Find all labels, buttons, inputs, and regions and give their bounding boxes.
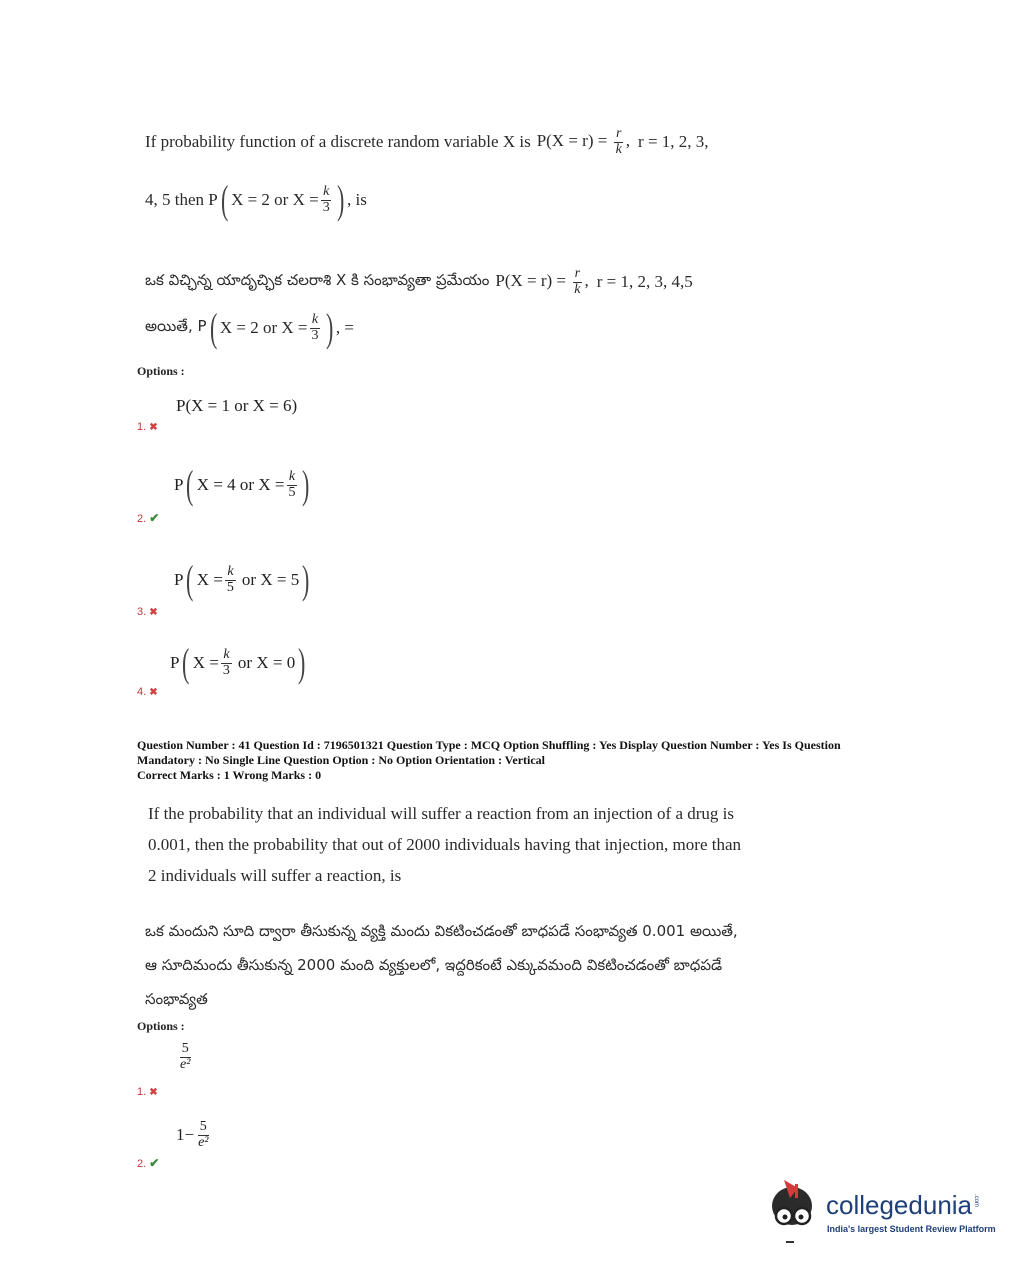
collegedunia-logo[interactable]	[764, 1176, 1004, 1246]
logo-name: collegedunia	[826, 1190, 973, 1220]
q40-te-line2-prefix: అయితే, P	[145, 317, 207, 335]
option-num: 2.	[137, 513, 147, 525]
option-num: 3.	[137, 606, 147, 618]
option-frac-num: 5	[199, 1119, 207, 1134]
q40-te-line1	[145, 266, 845, 298]
q40-option-1-text: P(X = 1 or X = 6)	[176, 396, 298, 415]
logo-wordmark	[826, 1190, 979, 1221]
q40-te-prefix: ఒక విచ్ఛిన్న యాదృచ్ఛిక చలరాశి X కి సంభావ్యతా ప్రమేయం	[145, 271, 490, 289]
option-frac-num: k	[288, 468, 296, 484]
pmf-P: P(X = r) =	[536, 130, 608, 150]
option-frac-num: k	[223, 646, 230, 662]
q40-event-left: X = 2 or X =	[231, 190, 319, 209]
te-pmf-num: r	[574, 265, 581, 281]
q40-te-line2-suffix: , =	[335, 318, 354, 337]
paren-close: )	[336, 177, 345, 222]
q40-options-label: Options :	[137, 364, 185, 378]
option-fraction	[196, 1120, 210, 1150]
option-left: X = 4 or X =	[196, 475, 285, 494]
q41-te-line1: ఒక మందుని సూది ద్వారా తీసుకున్న వ్యక్తి మందు వికటించడంతో బాధపడే సంభావ్యత 0.001 అయితే,	[145, 922, 738, 940]
option-frac-num: 5	[181, 1041, 189, 1056]
te-event-num: k	[311, 311, 319, 327]
te-event-den: 3	[311, 327, 319, 343]
option-fraction	[286, 470, 297, 500]
wrong-mark-icon: ✖	[149, 687, 158, 698]
q41-te-line2: ఆ సూదిమందు తీసుకున్న 2000 మంది వ్యక్తులలో, ఇద్దరికంటే ఎక్కువమంది వికటించడంతో బాధపడే	[145, 956, 723, 974]
q40-option-2-number	[137, 511, 159, 525]
q40-en-line2-suffix: , is	[347, 190, 367, 209]
q41-option-2-expr[interactable]	[176, 1120, 213, 1150]
option-fraction	[221, 648, 232, 678]
option-fraction	[178, 1042, 192, 1072]
q41-meta-line3: Correct Marks : 1 Wrong Marks : 0	[137, 768, 322, 782]
q41-en-line2: 0.001, then the probability that out of 2000 individuals having that injection, more than	[148, 835, 742, 854]
mascot-icon	[764, 1176, 826, 1246]
option-frac-den: e²	[198, 1134, 209, 1150]
pmf-den: k	[615, 141, 622, 157]
option-fraction	[225, 565, 236, 595]
paren-close: )	[298, 640, 306, 685]
q41-options-label: Options :	[137, 1019, 185, 1033]
te-pmf-expression: P(X = r) = $\frac{r}{k}$ ,	[495, 265, 589, 297]
te-pmf-fraction	[572, 267, 582, 297]
te-paren-close: )	[325, 305, 333, 350]
correct-check-icon: ✔	[149, 1156, 160, 1170]
te-pmf-P: P(X = r) =	[495, 270, 566, 290]
q41-en-line3: 2 individuals will suffer a reaction, is	[148, 866, 402, 885]
q40-option-1-expr[interactable]	[176, 396, 297, 416]
q40-option-4-expr[interactable]	[170, 640, 309, 686]
option-frac-den: 3	[222, 662, 230, 678]
q40-en-line2	[145, 178, 367, 222]
option-frac-den: 5	[226, 579, 234, 595]
te-paren-open: (	[209, 305, 217, 350]
option-num: 1.	[137, 1086, 147, 1098]
paren-close: )	[302, 462, 310, 507]
te-event-left: X = 2 or X =	[219, 318, 308, 337]
q41-option-1-expr[interactable]	[176, 1042, 194, 1072]
q40-event-num: k	[323, 183, 330, 199]
option-frac-num: k	[227, 563, 234, 579]
q40-option-2-expr[interactable]	[174, 462, 313, 508]
paren-open: (	[182, 640, 190, 685]
q41-option-1-number	[137, 1086, 158, 1098]
paren-open: (	[186, 462, 194, 507]
te-pmf-den: k	[574, 281, 581, 297]
q41-en-line1: If the probability that an individual will suffer a reaction from an injection of a drug is	[148, 804, 735, 823]
q41-meta	[137, 738, 877, 783]
option-left: X =	[196, 570, 223, 589]
option-num: 1.	[137, 421, 147, 433]
q41-meta-line1: Question Number : 41 Question Id : 7196501321 Question Type : MCQ Option Shuffling : Yes Display Question Number : Yes Is Question	[137, 738, 841, 752]
q40-event-den: 3	[322, 199, 330, 215]
option-right: or X = 5	[241, 570, 300, 589]
q41-meta-line2: Mandatory : No Single Line Question Option : No Option Orientation : Vertical	[137, 753, 546, 767]
logo-tld: .com	[973, 1194, 980, 1208]
q40-range: r = 1, 2, 3,	[638, 132, 709, 151]
q41-te-line3: సంభావ్యత	[145, 990, 208, 1008]
pmf-num: r	[615, 125, 622, 141]
q41-en-text	[148, 798, 848, 891]
option-frac-den: e²	[180, 1056, 191, 1072]
q40-en-prefix: If probability function of a discrete random variable X is	[145, 132, 531, 151]
paren-close: )	[302, 557, 310, 602]
option-left: X =	[192, 653, 219, 672]
logo-tagline: India's largest Student Review Platform	[827, 1224, 996, 1234]
wrong-mark-icon: ✖	[149, 607, 158, 618]
q40-option-1-number	[137, 421, 158, 433]
option-P: P	[174, 475, 184, 494]
te-event-fraction	[310, 313, 321, 343]
q41-te-text	[145, 914, 845, 1016]
option-num: 2.	[137, 1158, 147, 1170]
paren-open: (	[186, 557, 194, 602]
q40-option-3-expr[interactable]	[174, 557, 313, 603]
option-pre: 1−	[176, 1125, 195, 1145]
option-P: P	[174, 570, 184, 589]
q40-event-fraction	[321, 185, 332, 215]
q40-te-line2	[145, 306, 354, 350]
correct-check-icon: ✔	[149, 511, 160, 525]
pmf-fraction	[614, 127, 624, 157]
option-frac-den: 5	[288, 484, 296, 500]
q41-option-2-number	[137, 1156, 159, 1170]
q40-en-line1	[145, 126, 845, 158]
option-right: or X = 0	[237, 653, 296, 672]
pmf-expression: P(X = r) = $\frac{r}{k}$ ,	[536, 125, 631, 157]
wrong-mark-icon: ✖	[149, 1087, 158, 1098]
option-P: P	[170, 653, 180, 672]
q40-te-range: r = 1, 2, 3, 4,5	[596, 272, 693, 291]
option-num: 4.	[137, 686, 147, 698]
q40-en-line2-prefix: 4, 5 then P	[145, 190, 218, 209]
wrong-mark-icon: ✖	[149, 422, 158, 433]
q40-option-4-number	[137, 686, 158, 698]
paren-open: (	[220, 177, 229, 222]
q40-option-3-number	[137, 606, 158, 618]
